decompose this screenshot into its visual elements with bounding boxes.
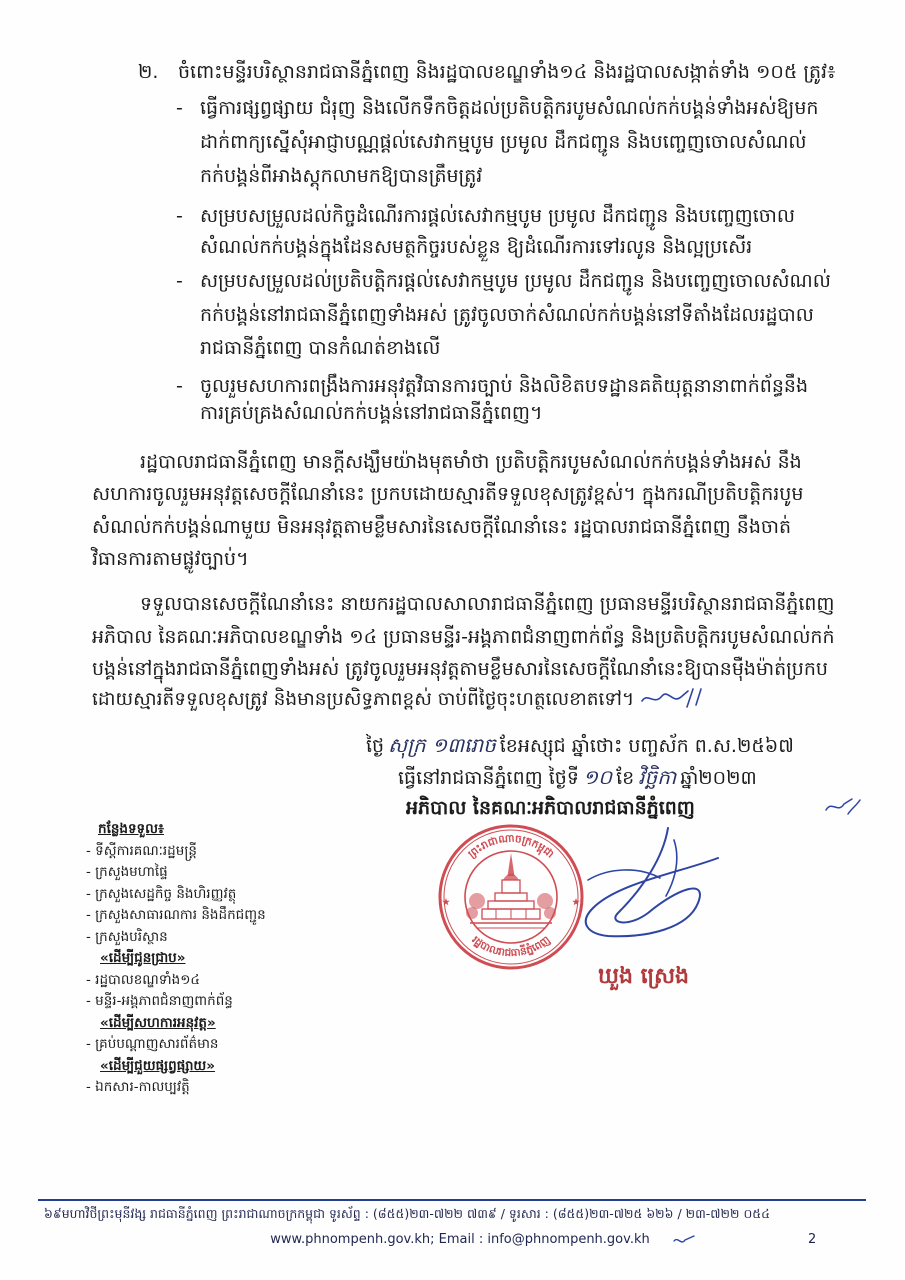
date-solar-line (398, 761, 848, 793)
recipient-group-label: «ដើម្បីជួយផ្សព្វផ្សាយ» (100, 1057, 216, 1074)
recipients-list (86, 819, 426, 1099)
page-number: 2 (808, 1232, 817, 1247)
bullet-line: ចូលរួមសហការពង្រឹងការអនុវត្តវិធានការច្បាប់ និងលិខិតបទដ្ឋានគតិយុត្តនានាពាក់ព័ន្ធនឹង (200, 375, 809, 397)
bullet-line: សម្របសម្រួលដល់កិច្ចដំណើរការផ្តល់សេវាកម្មបូម ប្រមូល ដឹកជញ្ជូន និងបញ្ចេញចោល (200, 205, 795, 227)
handwritten-month: វិច្ឆិកា (638, 765, 677, 789)
date-solar-prefix: ធ្វើនៅរាជធានីភ្នំពេញ ថ្ងៃទី (398, 767, 579, 789)
recipient-item: - ក្រសួងសាធារណការ និងដឹកជញ្ជូន (86, 907, 266, 923)
recipient-item: - ក្រសួងមហាផ្ទៃ (86, 864, 168, 880)
footer-address: ៦៩មហាវិថីព្រះមុនីវង្ស រាជធានីភ្នំពេញ ព្រះរាជាណាចក្រកម្ពុជា ទូរស័ព្ទ : (៨៥៥)២៣-៧២២ ៧៣៩ / ទូរសារ : (៨៥៥)២៣-៧២៥ ៦២៦ / ២៣-៧២២ ០៥៤ (44, 1206, 770, 1221)
handwritten-day: ១០ (582, 765, 613, 789)
date-year: ឆ្នាំ២០២៣ (680, 767, 757, 789)
bullet-line: រាជធានីភ្នំពេញ បានកំណត់ខាងលើ (200, 337, 441, 359)
paragraph-line: បង្គន់នៅក្នុងរាជធានីភ្នំពេញទាំងអស់ ត្រូវចូលរួមអនុវត្តតាមខ្លឹមសារនៃសេចក្តីណែនាំនេះឱ្យបានម៉ឺងម៉ាត់ប្រកប (92, 658, 828, 680)
bullet-line: ដាក់ពាក្យស្នើសុំអាជ្ញាបណ្ណផ្តល់សេវាកម្មបូម ប្រមូល ដឹកជញ្ជូន និងបញ្ចេញចោលសំណល់ (200, 131, 807, 153)
signatory-title: អភិបាល នៃគណៈអភិបាលរាជធានីភ្នំពេញ (406, 797, 695, 819)
footer-web-contact: www.phnompenh.gov.kh; Email : info@phnompenh.gov.kh (270, 1232, 650, 1247)
date-month-prefix: ខែ (616, 767, 635, 789)
paragraph-line: រដ្ឋបាលរាជធានីភ្នំពេញ មានក្តីសង្ឃឹមយ៉ាងមុតមាំថា ប្រតិបត្តិករបូមសំណល់កក់បង្គន់ទាំងអស់ នឹង (140, 451, 802, 473)
initials-icon (824, 796, 862, 818)
bullet-line: ធ្វើការផ្សព្វផ្សាយ ជំរុញ និងលើកទឹកចិត្តដល់ប្រតិបត្តិករបូមសំណល់កក់បង្គន់ទាំងអស់ឱ្យមក (200, 97, 819, 119)
signature-icon (548, 818, 728, 948)
date-lunar-prefix: ថ្ងៃ (366, 735, 385, 757)
bullet-line: ការគ្រប់គ្រងសំណល់កក់បង្គន់នៅរាជធានីភ្នំពេញ។ (200, 402, 543, 424)
recipient-group-label: «ដើម្បីសហការអនុវត្ត» (100, 1014, 216, 1031)
bullet-line: សំណល់កក់បង្គន់ក្នុងដែនសមត្ថកិច្ចរបស់ខ្លួន ឱ្យដំណើរការទៅរលូន និងល្អប្រសើរ (200, 236, 753, 258)
paragraph-line: វិធានការតាមផ្លូវច្បាប់។ (92, 548, 249, 570)
bullet-marker: - (176, 97, 183, 119)
seal-top-text-path: ព្រះរាជាណាចក្រកម្ពុជា (466, 832, 557, 861)
recipient-item: - រដ្ឋបាលខណ្ឌទាំង១៤ (86, 971, 200, 988)
signatory-name: ឃួង ស្រេង (598, 964, 690, 989)
initials-icon (640, 686, 708, 710)
footer-rule (38, 1199, 866, 1201)
paragraph-line: អភិបាល នៃគណៈអភិបាលខណ្ឌទាំង ១៤ ប្រធានមន្ទីរ-អង្គភាពជំនាញពាក់ព័ន្ធ និងប្រតិបត្តិករបូមសំណល់កក់ (92, 626, 835, 648)
recipient-item: - ក្រសួងបរិស្ថាន (86, 928, 168, 945)
recipient-item: - គ្រប់បណ្តាញសារព័ត៌មាន (86, 1036, 219, 1052)
recipient-item: - ក្រសួងសេដ្ឋកិច្ច និងហិរញ្ញវត្ថុ (86, 885, 237, 902)
recipient-item: - ទីស្តីការគណៈរដ្ឋមន្ត្រី (86, 842, 197, 859)
bullet-marker: - (176, 270, 183, 292)
recipient-item: - ឯកសារ-កាលប្បវត្តិ (86, 1079, 190, 1095)
seal-bottom-text-path: រដ្ឋបាលរាជធានីភ្នំពេញ (469, 933, 553, 960)
section-number: ២. (138, 61, 159, 83)
bullet-marker: - (176, 375, 183, 397)
date-lunar-rest: ខែអស្សុជ ឆ្នាំថោះ បញ្ចស័ក ព.ស.២៥៦៧ (499, 735, 794, 757)
bullet-line: កក់បង្គន់ពីអាងស្តុកលាមកឱ្យបានត្រឹមត្រូវ (200, 165, 483, 187)
star-icon (442, 898, 450, 905)
bullet-marker: - (176, 205, 183, 227)
paragraph-line: សហការចូលរួមអនុវត្តសេចក្តីណែនាំនេះ ប្រកបដោយស្មារតីទទួលខុសត្រូវខ្ពស់។ ក្នុងករណីប្រតិបត្តិករបូម (92, 483, 804, 505)
section-heading: ចំពោះមន្ទីរបរិស្ថានរាជធានីភ្នំពេញ និងរដ្ឋបាលខណ្ឌទាំង១៤ និងរដ្ឋបាលសង្កាត់ទាំង ១០៥ ត្រូវ៖ (178, 61, 836, 83)
recipients-heading: កន្លែងទទួល៖ (98, 821, 164, 837)
recipient-group-label: «ដើម្បីជូនជ្រាប» (100, 950, 186, 966)
bullet-line: សម្របសម្រួលដល់ប្រតិបត្តិករផ្តល់សេវាកម្មបូម ប្រមូល ដឹកជញ្ជូន និងបញ្ចេញចោលសំណល់ (200, 270, 831, 292)
handwritten-lunar-date: សុក្រ ១៣រោច (388, 733, 496, 757)
paragraph-line: សំណល់កក់បង្គន់ណាមួយ មិនអនុវត្តតាមខ្លឹមសារនៃសេចក្តីណែនាំនេះ រដ្ឋបាលរាជធានីភ្នំពេញ នឹងចាត់ (92, 516, 792, 538)
paragraph-line: ដោយស្មារតីទទួលខុសត្រូវ និងមានប្រសិទ្ធភាពខ្ពស់ ចាប់ពីថ្ងៃចុះហត្ថលេខាតទៅ។ (92, 689, 635, 710)
seal-bottom-text (469, 934, 552, 959)
paragraph-line: ទទួលបានសេចក្តីណែនាំនេះ នាយករដ្ឋបាលសាលារាជធានីភ្នំពេញ ប្រធានមន្ទីរបរិស្ថានរាជធានីភ្នំពេញ (140, 593, 835, 615)
recipient-item: - មន្ទីរ-អង្គភាពជំនាញពាក់ព័ន្ធ (86, 993, 233, 1009)
date-lunar-line (366, 729, 848, 761)
bullet-line: កក់បង្គន់នៅរាជធានីភ្នំពេញទាំងអស់ ត្រូវចូលចាក់សំណល់កក់បង្គន់នៅទីតាំងដែលរដ្ឋបាល (200, 304, 814, 326)
initials-icon (672, 1234, 696, 1248)
